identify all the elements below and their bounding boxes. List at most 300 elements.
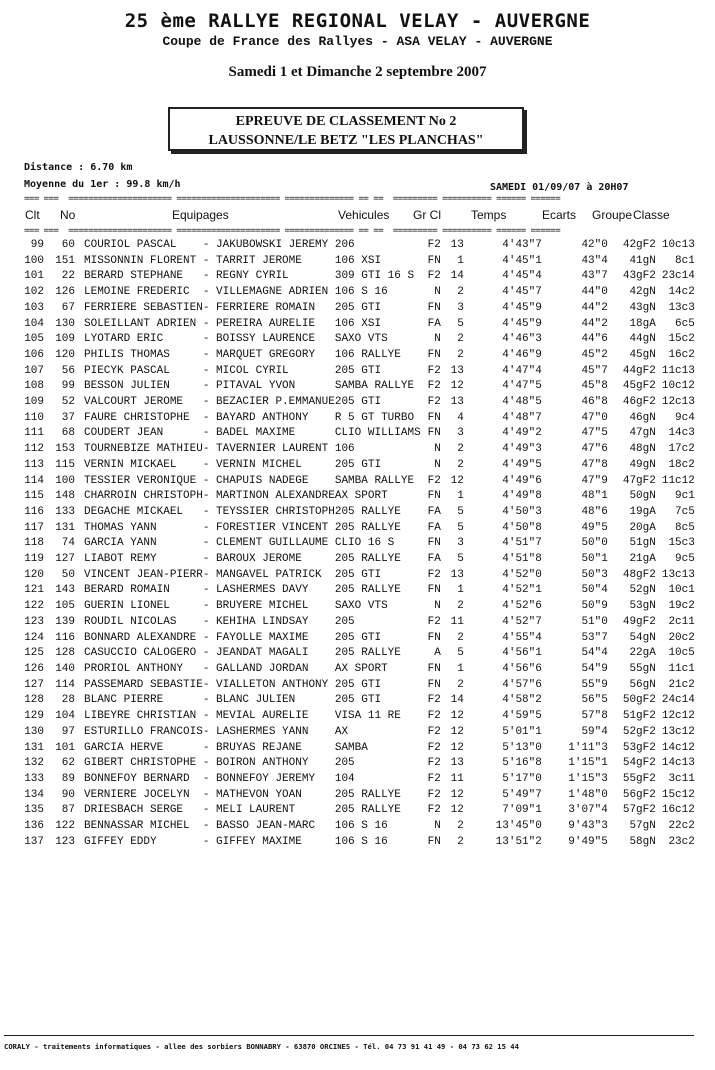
group-rank-cell: 49gN (629, 458, 656, 471)
gap-cell: 44"2 (581, 301, 608, 314)
gap-cell: 44"6 (581, 333, 608, 346)
group-cell: N (434, 458, 441, 471)
vehicle-cell: VISA 11 RE (334, 710, 401, 723)
group-cell: F2 (427, 788, 441, 801)
group-cell: FN (427, 427, 441, 440)
vehicle-cell: 205 (334, 757, 355, 770)
rank-cell: 128 (24, 694, 44, 707)
class-cell: 13 (450, 757, 464, 770)
group-rank-cell: 53gN (629, 600, 656, 613)
time-cell: 4'49"8 (502, 490, 542, 503)
rank-cell: 133 (24, 772, 44, 785)
col-header-no: No (60, 208, 76, 222)
rank-cell: 125 (24, 647, 44, 660)
codriver-cell: - BOIRON ANTHONY (202, 757, 309, 770)
time-cell: 4'49"5 (502, 458, 542, 471)
table-row (22, 756, 695, 772)
table-row (22, 521, 695, 537)
car-number-cell: 143 (55, 584, 75, 597)
group-cell: F2 (427, 270, 441, 283)
group-cell: F2 (427, 694, 441, 707)
group-rank-cell: 48gN (629, 443, 656, 456)
table-row (22, 819, 695, 835)
time-cell: 4'45"4 (502, 270, 542, 283)
gap-cell: 47"0 (581, 411, 608, 424)
group-cell: FN (427, 662, 441, 675)
group-rank-cell: 55gN (629, 662, 656, 675)
car-number-cell: 97 (61, 725, 75, 738)
group-cell: FN (427, 301, 441, 314)
time-cell: 4'45"9 (502, 301, 542, 314)
group-rank-cell: 52gF2 (622, 725, 656, 738)
gap-cell: 51"0 (581, 615, 608, 628)
col-header-groupe: Groupe (592, 208, 633, 222)
car-number-cell: 120 (55, 348, 75, 361)
rank-cell: 121 (24, 584, 44, 597)
car-number-cell: 87 (61, 804, 75, 817)
stage-title-line2: LAUSSONNE/LE BETZ "LES PLANCHAS" (208, 133, 484, 148)
table-row (22, 285, 695, 301)
time-cell: 5'49"7 (502, 788, 542, 801)
class-cell: 12 (450, 710, 464, 723)
codriver-cell: - BRUYAS REJANE (202, 741, 302, 754)
gap-cell: 9'43"3 (568, 820, 608, 833)
class-rank-cell: 10c5 (668, 647, 695, 660)
driver-cell: BERARD STEPHANE (84, 270, 184, 283)
class-cell: 2 (457, 333, 464, 346)
class-rank-cell: 10c13 (661, 239, 695, 251)
rank-cell: 109 (24, 396, 44, 409)
gap-cell: 43"7 (581, 270, 608, 283)
codriver-cell: - FORESTIER VINCENT (202, 521, 329, 534)
table-row (22, 568, 695, 584)
table-row (22, 615, 695, 631)
class-rank-cell: 7c5 (675, 505, 695, 518)
group-cell: F2 (427, 772, 441, 785)
class-cell: 2 (457, 631, 464, 644)
time-cell: 4'45"9 (502, 317, 542, 330)
vehicle-cell: AX SPORT (334, 490, 388, 503)
car-number-cell: 67 (61, 301, 75, 314)
gap-cell: 54"9 (581, 662, 608, 675)
driver-cell: TESSIER VERONIQUE (84, 474, 197, 487)
group-cell: F2 (427, 615, 441, 628)
class-rank-cell: 13c12 (661, 725, 695, 738)
class-cell: 11 (450, 772, 464, 785)
separator-header: === === ===================== ===================== ============== == == ========= ========== ====== ====== (24, 226, 561, 236)
time-cell: 4'48"5 (502, 396, 542, 409)
car-number-cell: 37 (61, 411, 75, 424)
class-rank-cell: 22c2 (668, 820, 695, 833)
vehicle-cell: 205 RALLYE (334, 804, 401, 817)
class-rank-cell: 16c2 (668, 348, 695, 361)
driver-cell: THOMAS YANN (84, 521, 157, 534)
driver-cell: SOLEILLANT ADRIEN (84, 317, 197, 330)
gap-cell: 47"5 (581, 427, 608, 440)
vehicle-cell: 205 GTI (334, 458, 382, 471)
group-cell: N (434, 286, 441, 299)
group-rank-cell: 19gA (629, 505, 656, 518)
gap-cell: 50"9 (581, 600, 608, 613)
gap-cell: 45"8 (581, 380, 608, 393)
rank-cell: 115 (24, 490, 44, 503)
gap-cell: 3'07"4 (568, 804, 608, 817)
class-cell: 12 (450, 804, 464, 817)
class-rank-cell: 10c1 (668, 584, 695, 597)
car-number-cell: 153 (55, 443, 75, 456)
driver-cell: GARCIA HERVE (84, 741, 164, 754)
codriver-cell: - BAYARD ANTHONY (202, 411, 309, 424)
gap-cell: 54"4 (581, 647, 608, 660)
car-number-cell: 99 (61, 380, 75, 393)
vehicle-cell: SAMBA (334, 741, 368, 754)
driver-cell: DEGACHE MICKAEL (84, 505, 184, 518)
group-cell: FA (427, 521, 441, 534)
time-cell: 13'45"0 (495, 820, 542, 833)
col-header-ecarts: Ecarts (542, 208, 577, 222)
group-cell: F2 (427, 474, 441, 487)
codriver-cell: - VIALLETON ANTHONY (202, 678, 329, 691)
vehicle-cell: 106 XSI (334, 317, 382, 330)
codriver-cell: - JAKUBOWSKI JEREMY (202, 239, 329, 251)
class-cell: 14 (450, 270, 464, 283)
vehicle-cell: 309 GTI 16 S (334, 270, 415, 283)
driver-cell: COURIOL PASCAL (84, 239, 177, 251)
class-rank-cell: 9c1 (675, 490, 695, 503)
rank-cell: 135 (24, 804, 44, 817)
class-rank-cell: 23c2 (668, 835, 695, 848)
car-number-cell: 104 (55, 710, 75, 723)
car-number-cell: 28 (61, 694, 75, 707)
class-rank-cell: 17c2 (668, 443, 695, 456)
group-rank-cell: 56gF2 (622, 788, 656, 801)
driver-cell: LEMOINE FREDERIC (84, 286, 190, 299)
driver-cell: DRIESBACH SERGE (84, 804, 184, 817)
time-cell: 4'52"6 (502, 600, 542, 613)
car-number-cell: 90 (61, 788, 75, 801)
car-number-cell: 114 (55, 678, 75, 691)
table-row (22, 426, 695, 442)
group-cell: FN (427, 537, 441, 550)
driver-cell: BENNASSAR MICHEL (84, 820, 190, 833)
group-cell: F2 (427, 757, 441, 770)
rank-cell: 117 (24, 521, 44, 534)
car-number-cell: 151 (55, 254, 75, 267)
driver-cell: COUDERT JEAN (84, 427, 164, 440)
rank-cell: 104 (24, 317, 44, 330)
group-cell: N (434, 600, 441, 613)
vehicle-cell: 205 GTI (334, 301, 382, 314)
car-number-cell: 62 (61, 757, 75, 770)
codriver-cell: - FERRIERE ROMAIN (202, 301, 316, 314)
vehicle-cell: 106 (334, 443, 355, 456)
class-cell: 13 (450, 396, 464, 409)
stage-title-box (168, 107, 524, 151)
class-rank-cell: 10c12 (661, 380, 695, 393)
codriver-cell: - MEVIAL AURELIE (202, 710, 309, 723)
group-rank-cell: 58gN (629, 835, 656, 848)
driver-cell: PHILIS THOMAS (84, 348, 170, 361)
codriver-cell: - MICOL CYRIL (202, 364, 289, 377)
driver-cell: PIECYK PASCAL (84, 364, 170, 377)
group-cell: FA (427, 317, 441, 330)
time-cell: 4'48"7 (502, 411, 542, 424)
driver-cell: CASUCCIO CALOGERO (84, 647, 197, 660)
table-row (22, 474, 695, 490)
group-cell: FN (427, 254, 441, 267)
class-cell: 2 (457, 600, 464, 613)
car-number-cell: 50 (61, 568, 75, 581)
class-cell: 12 (450, 474, 464, 487)
group-rank-cell: 51gN (629, 537, 656, 550)
rank-cell: 106 (24, 348, 44, 361)
table-row (22, 411, 695, 427)
rank-cell: 130 (24, 725, 44, 738)
gap-cell: 43"4 (581, 254, 608, 267)
codriver-cell: - FAYOLLE MAXIME (202, 631, 309, 644)
gap-cell: 49"5 (581, 521, 608, 534)
gap-cell: 44"2 (581, 317, 608, 330)
time-cell: 4'49"2 (502, 427, 542, 440)
table-row (22, 646, 695, 662)
gap-cell: 59"4 (581, 725, 608, 738)
class-rank-cell: 6c5 (675, 317, 695, 330)
footer-divider (4, 1035, 694, 1036)
rank-cell: 127 (24, 678, 44, 691)
time-cell: 4'46"9 (502, 348, 542, 361)
codriver-cell: - CHAPUIS NADEGE (202, 474, 309, 487)
group-cell: F2 (427, 568, 441, 581)
driver-cell: LIBEYRE CHRISTIAN (84, 710, 197, 723)
car-number-cell: 128 (55, 647, 75, 660)
class-cell: 2 (457, 348, 464, 361)
time-cell: 4'47"5 (502, 380, 542, 393)
table-row (22, 458, 695, 474)
table-row (22, 505, 695, 521)
rank-cell: 118 (24, 537, 44, 550)
class-cell: 13 (450, 568, 464, 581)
table-row (22, 741, 695, 757)
vehicle-cell: 205 GTI (334, 631, 382, 644)
codriver-cell: - BONNEFOY JEREMY (202, 772, 316, 785)
car-number-cell: 74 (61, 537, 75, 550)
car-number-cell: 140 (55, 662, 75, 675)
car-number-cell: 122 (55, 820, 75, 833)
codriver-cell: - BLANC JULIEN (202, 694, 296, 707)
driver-cell: PASSEMARD SEBASTIE (84, 678, 203, 691)
vehicle-cell: CLIO WILLIAMS (334, 427, 421, 440)
time-cell: 4'49"6 (502, 474, 542, 487)
car-number-cell: 131 (55, 521, 75, 534)
driver-cell: BONNEFOY BERNARD (84, 772, 190, 785)
class-rank-cell: 21c2 (668, 678, 695, 691)
table-row (22, 238, 695, 254)
table-row (22, 332, 695, 348)
group-rank-cell: 45gF2 (622, 380, 656, 393)
rank-cell: 123 (24, 615, 44, 628)
table-row (22, 693, 695, 709)
class-cell: 2 (457, 443, 464, 456)
class-rank-cell: 20c2 (668, 631, 695, 644)
average-speed-info: Moyenne du 1er : 99.8 km/h (24, 179, 181, 190)
rank-cell: 134 (24, 788, 44, 801)
class-cell: 3 (457, 427, 464, 440)
table-row (22, 662, 695, 678)
table-row (22, 678, 695, 694)
class-cell: 2 (457, 286, 464, 299)
group-rank-cell: 46gN (629, 411, 656, 424)
vehicle-cell: AX (334, 725, 349, 738)
class-cell: 1 (457, 490, 464, 503)
time-cell: 4'58"2 (502, 694, 542, 707)
rank-cell: 112 (24, 443, 44, 456)
class-rank-cell: 18c2 (668, 458, 695, 471)
car-number-cell: 60 (61, 239, 75, 251)
group-rank-cell: 47gF2 (622, 474, 656, 487)
vehicle-cell: SAMBA RALLYE (334, 474, 415, 487)
codriver-cell: - BRUYERE MICHEL (202, 600, 309, 613)
codriver-cell: - TAVERNIER LAURENT (202, 443, 329, 456)
group-rank-cell: 48gF2 (622, 568, 656, 581)
group-rank-cell: 54gN (629, 631, 656, 644)
table-row (22, 301, 695, 317)
class-cell: 5 (457, 647, 464, 660)
group-rank-cell: 57gF2 (622, 804, 656, 817)
gap-cell: 1'48"0 (568, 788, 608, 801)
rank-cell: 107 (24, 364, 44, 377)
gap-cell: 50"0 (581, 537, 608, 550)
car-number-cell: 68 (61, 427, 75, 440)
gap-cell: 48"1 (581, 490, 608, 503)
class-rank-cell: 8c1 (675, 254, 695, 267)
time-cell: 5'01"1 (502, 725, 542, 738)
car-number-cell: 130 (55, 317, 75, 330)
codriver-cell: - VILLEMAGNE ADRIEN (202, 286, 329, 299)
group-rank-cell: 43gN (629, 301, 656, 314)
driver-cell: CHARROIN CHRISTOPH (84, 490, 203, 503)
group-rank-cell: 46gF2 (622, 396, 656, 409)
class-cell: 12 (450, 380, 464, 393)
vehicle-cell: 205 GTI (334, 396, 382, 409)
vehicle-cell: 205 RALLYE (334, 505, 401, 518)
group-rank-cell: 42gN (629, 286, 656, 299)
codriver-cell: - MARTINON ALEXANDRE (202, 490, 335, 503)
group-cell: F2 (427, 396, 441, 409)
class-rank-cell: 13c13 (661, 568, 695, 581)
time-cell: 4'57"6 (502, 678, 542, 691)
driver-cell: VINCENT JEAN-PIERR (84, 568, 203, 581)
codriver-cell: - BASSO JEAN-MARC (202, 820, 316, 833)
car-number-cell: 133 (55, 505, 75, 518)
rank-cell: 116 (24, 505, 44, 518)
time-cell: 4'55"4 (502, 631, 542, 644)
codriver-cell: - GALLAND JORDAN (202, 662, 309, 675)
class-rank-cell: 9c4 (675, 411, 695, 424)
rank-cell: 113 (24, 458, 44, 471)
group-cell: A (434, 647, 441, 660)
group-rank-cell: 53gF2 (622, 741, 656, 754)
car-number-cell: 148 (55, 490, 75, 503)
vehicle-cell: 205 RALLYE (334, 553, 401, 566)
class-rank-cell: 14c2 (668, 286, 695, 299)
table-row (22, 442, 695, 458)
driver-cell: VERNIN MICKAEL (84, 458, 177, 471)
rank-cell: 137 (24, 835, 44, 848)
rank-cell: 122 (24, 600, 44, 613)
time-cell: 4'43"7 (502, 239, 542, 251)
class-rank-cell: 19c2 (668, 600, 695, 613)
vehicle-cell: 205 GTI (334, 694, 382, 707)
table-row (22, 489, 695, 505)
vehicle-cell: 205 (334, 615, 355, 628)
rank-cell: 105 (24, 333, 44, 346)
table-row (22, 379, 695, 395)
vehicle-cell: 104 (334, 772, 355, 785)
car-number-cell: 89 (61, 772, 75, 785)
class-cell: 5 (457, 553, 464, 566)
time-cell: 4'45"7 (502, 286, 542, 299)
rank-cell: 119 (24, 553, 44, 566)
group-cell: FN (427, 490, 441, 503)
class-rank-cell: 11c1 (668, 662, 695, 675)
class-cell: 2 (457, 820, 464, 833)
gap-cell: 48"6 (581, 505, 608, 518)
gap-cell: 55"9 (581, 678, 608, 691)
gap-cell: 47"6 (581, 443, 608, 456)
group-rank-cell: 21gA (629, 553, 656, 566)
class-rank-cell: 12c12 (661, 710, 695, 723)
driver-cell: BESSON JULIEN (84, 380, 170, 393)
class-cell: 13 (450, 239, 464, 251)
footer-credits: CORALY - traitements informatiques - allee des sorbiers BONNABRY - 63870 ORCINES - Tél. 04 73 91 41 49 - 04 73 62 15 44 (4, 1042, 519, 1051)
codriver-cell: - PEREIRA AURELIE (202, 317, 316, 330)
rank-cell: 103 (24, 301, 44, 314)
group-cell: N (434, 443, 441, 456)
group-cell: F2 (427, 741, 441, 754)
vehicle-cell: 106 XSI (334, 254, 382, 267)
gap-cell: 42"0 (581, 239, 608, 251)
vehicle-cell: CLIO 16 S (334, 537, 395, 550)
results-table (22, 238, 695, 850)
driver-cell: VERNIERE JOCELYN (84, 788, 190, 801)
rank-cell: 102 (24, 286, 44, 299)
driver-cell: VALCOURT JEROME (84, 396, 184, 409)
driver-cell: BERARD ROMAIN (84, 584, 170, 597)
table-row (22, 348, 695, 364)
class-rank-cell: 15c12 (661, 788, 695, 801)
time-cell: 4'51"7 (502, 537, 542, 550)
time-cell: 4'51"8 (502, 553, 542, 566)
group-rank-cell: 55gF2 (622, 772, 656, 785)
class-rank-cell: 15c2 (668, 333, 695, 346)
class-cell: 13 (450, 364, 464, 377)
class-rank-cell: 15c3 (668, 537, 695, 550)
group-rank-cell: 54gF2 (622, 757, 656, 770)
class-cell: 11 (450, 615, 464, 628)
car-number-cell: 101 (55, 741, 75, 754)
codriver-cell: - CLEMENT GUILLAUME (202, 537, 329, 550)
codriver-cell: - KEHIHA LINDSAY (202, 615, 309, 628)
gap-cell: 50"1 (581, 553, 608, 566)
gap-cell: 45"7 (581, 364, 608, 377)
col-header-classe: Classe (633, 208, 670, 222)
codriver-cell: - BADEL MAXIME (202, 427, 296, 440)
driver-cell: BLANC PIERRE (84, 694, 164, 707)
group-cell: F2 (427, 364, 441, 377)
vehicle-cell: R 5 GT TURBO (334, 411, 415, 424)
gap-cell: 47"8 (581, 458, 608, 471)
event-dates: Samedi 1 et Dimanche 2 septembre 2007 (228, 64, 487, 80)
